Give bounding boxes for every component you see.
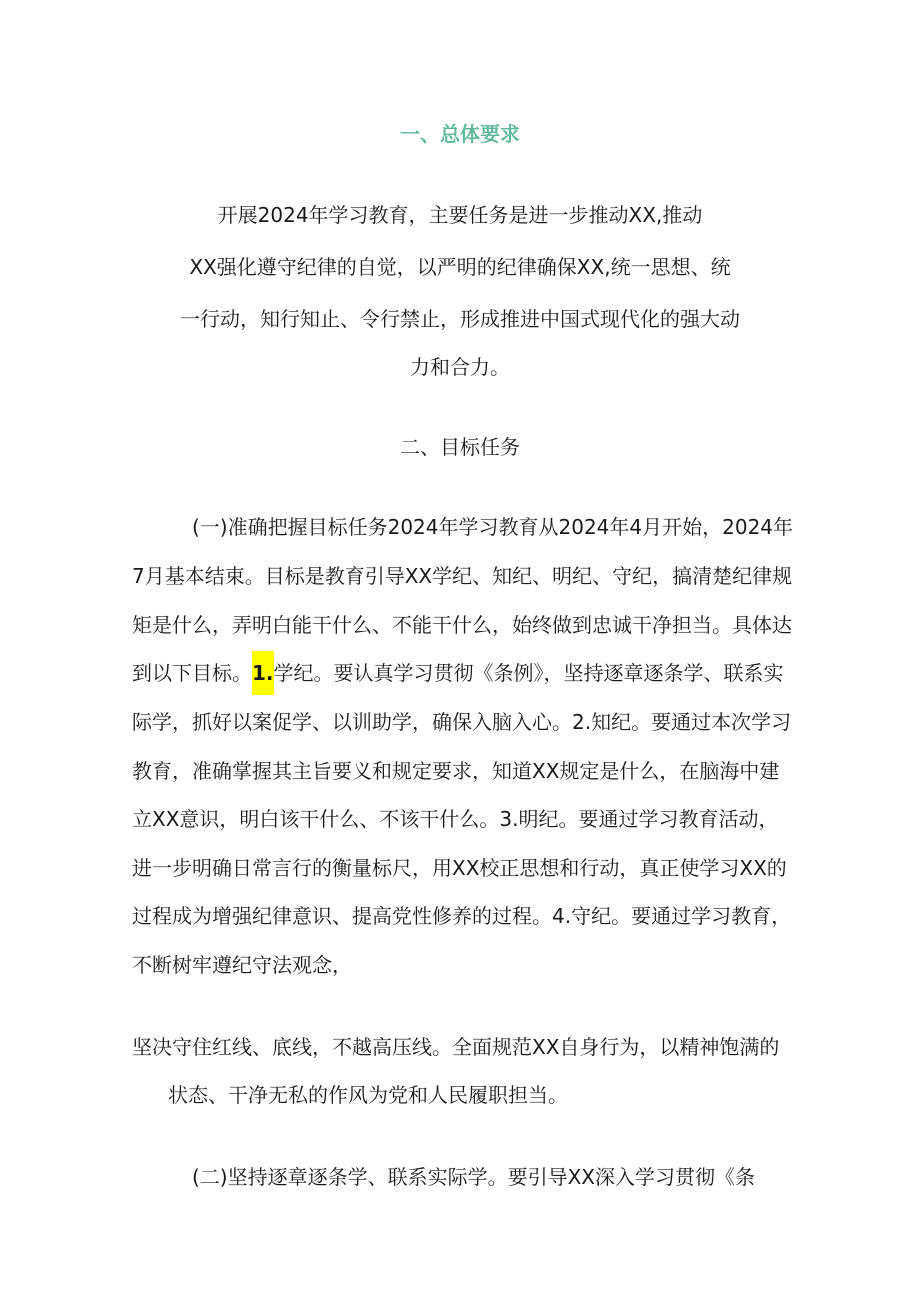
para3-line-1: (二)坚持逐章逐条学、联系实际学。要引导XX深入学习贯彻《条: [192, 1165, 756, 1189]
intro-line-3: 一行动，知行知止、令行禁止，形成推进中国式现代化的强大动: [180, 307, 740, 331]
para1-line-7: 立XX意识，明白该干什么、不该干什么。3.明纪。要通过学习教育活动，: [132, 807, 779, 831]
para1-line-8: 进一步明确日常言行的衡量标尺，用XX校正思想和行动，真正使学习XX的: [132, 856, 787, 880]
para1-line-10: 不断树牢遵纪守法观念，: [132, 953, 352, 977]
intro-line-2: XX强化遵守纪律的自觉，以严明的纪律确保XX,统一思想、统: [189, 255, 731, 279]
para1-line-2: 7月基本结束。目标是教育引导XX学纪、知纪、明纪、守纪，搞清楚纪律规: [132, 564, 793, 588]
section-heading-1: 一、总体要求: [400, 122, 520, 146]
para1-line-5: 际学，抓好以案促学、以训助学，确保入脑入心。2.知纪。要通过本次学习: [132, 710, 792, 734]
para1-line-4: [132, 659, 784, 687]
para1-line-3: 矩是什么，弄明白能干什么、不能干什么，始终做到忠诚干净担当。具体达: [132, 613, 792, 637]
para2-line-1: 坚决守住红线、底线，不越高压线。全面规范XX自身行为，以精神饱满的: [132, 1035, 780, 1059]
para1-line-4-pre: 到以下目标。: [132, 661, 252, 685]
intro-line-1: 开展2024年学习教育，主要任务是进一步推动XX,推动: [217, 203, 703, 227]
highlighted-number: 1.: [252, 651, 274, 695]
para1-line-6: 教育，准确掌握其主旨要义和规定要求，知道XX规定是什么，在脑海中建: [132, 759, 780, 783]
para1-line-4-post: 学纪。要认真学习贯彻《条例》，坚持逐章逐条学、联系实: [273, 661, 784, 685]
section-heading-2: 二、目标任务: [400, 435, 520, 459]
para1-line-1: (一)准确把握目标任务2024年学习教育从2024年4月开始，2024年: [192, 515, 794, 539]
para2-line-2: 状态、干净无私的作风为党和人民履职担当。: [168, 1083, 568, 1107]
intro-line-4: 力和合力。: [410, 355, 510, 379]
para1-line-9: 过程成为增强纪律意识、提高党性修养的过程。4.守纪。要通过学习教育，: [132, 904, 792, 928]
